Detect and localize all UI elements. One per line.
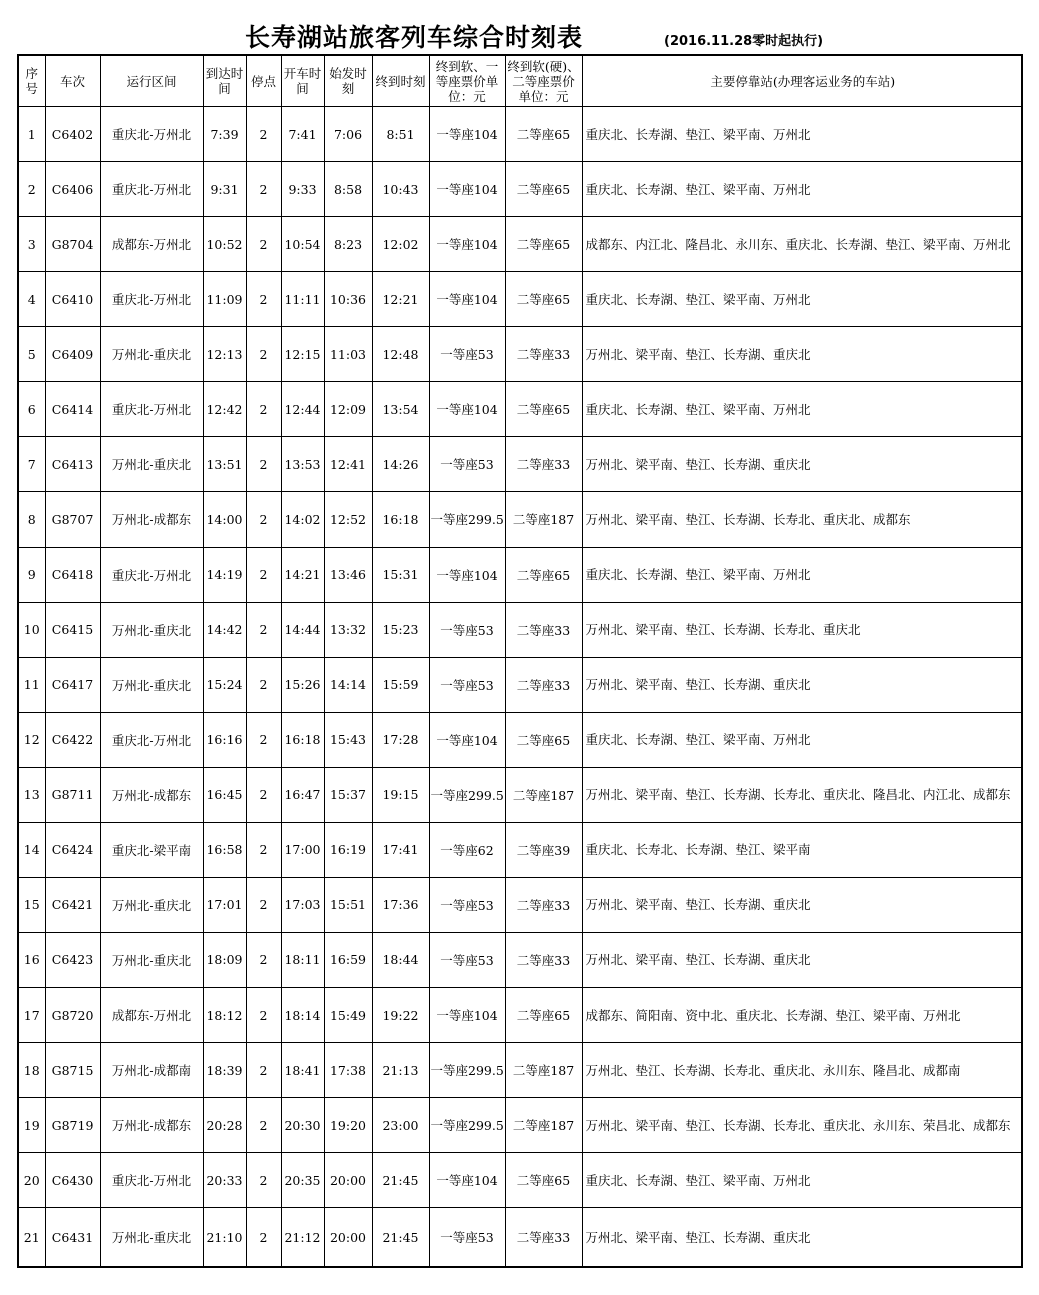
origin-time: 16:59	[324, 932, 372, 987]
route: 万州北-成都东	[100, 1098, 203, 1153]
train-number: C6410	[45, 272, 100, 327]
timetable	[17, 54, 1023, 1268]
route: 重庆北-万州北	[100, 382, 203, 437]
first-class-fare: 一等座104	[429, 1153, 505, 1208]
stations: 重庆北、长寿湖、垫江、梁平南、万州北	[582, 107, 1022, 162]
second-class-fare: 二等座65	[505, 1153, 582, 1208]
stations: 万州北、梁平南、垫江、长寿湖、重庆北	[582, 437, 1022, 492]
first-class-fare: 一等座53	[429, 932, 505, 987]
stop-minutes: 2	[246, 1098, 281, 1153]
depart-time: 16:47	[281, 767, 324, 822]
arrive-time: 16:58	[203, 822, 246, 877]
arrive-time: 11:09	[203, 272, 246, 327]
route: 万州北-重庆北	[100, 437, 203, 492]
origin-time: 13:46	[324, 547, 372, 602]
route: 重庆北-万州北	[100, 547, 203, 602]
arrive-time: 18:39	[203, 1043, 246, 1098]
depart-time: 12:44	[281, 382, 324, 437]
terminal-time: 14:26	[372, 437, 429, 492]
stations: 重庆北、长寿湖、垫江、梁平南、万州北	[582, 547, 1022, 602]
route: 万州北-重庆北	[100, 1208, 203, 1267]
train-number: C6422	[45, 712, 100, 767]
route: 万州北-重庆北	[100, 657, 203, 712]
train-number: C6424	[45, 822, 100, 877]
stations: 重庆北、长寿湖、垫江、梁平南、万州北	[582, 712, 1022, 767]
depart-time: 10:54	[281, 217, 324, 272]
stations: 万州北、梁平南、垫江、长寿湖、长寿北、重庆北、隆昌北、内江北、成都东	[582, 767, 1022, 822]
row-index: 15	[18, 877, 45, 932]
depart-time: 17:03	[281, 877, 324, 932]
origin-time: 15:49	[324, 988, 372, 1043]
table-row	[18, 822, 1022, 877]
origin-time: 19:20	[324, 1098, 372, 1153]
stop-minutes: 2	[246, 492, 281, 547]
arrive-time: 14:00	[203, 492, 246, 547]
first-class-fare: 一等座53	[429, 327, 505, 382]
origin-time: 14:14	[324, 657, 372, 712]
train-number: G8707	[45, 492, 100, 547]
depart-time: 14:21	[281, 547, 324, 602]
arrive-time: 13:51	[203, 437, 246, 492]
terminal-time: 15:23	[372, 602, 429, 657]
row-index: 16	[18, 932, 45, 987]
stations: 重庆北、长寿北、长寿湖、垫江、梁平南	[582, 822, 1022, 877]
stop-minutes: 2	[246, 657, 281, 712]
second-class-fare: 二等座187	[505, 767, 582, 822]
stop-minutes: 2	[246, 988, 281, 1043]
origin-time: 13:32	[324, 602, 372, 657]
stations: 万州北、梁平南、垫江、长寿湖、重庆北	[582, 1208, 1022, 1267]
terminal-time: 12:02	[372, 217, 429, 272]
first-class-fare: 一等座299.5	[429, 1043, 505, 1098]
route: 重庆北-万州北	[100, 272, 203, 327]
table-row	[18, 437, 1022, 492]
arrive-time: 12:13	[203, 327, 246, 382]
terminal-time: 21:13	[372, 1043, 429, 1098]
title-bar	[0, 18, 1039, 54]
terminal-time: 21:45	[372, 1153, 429, 1208]
stop-minutes: 2	[246, 547, 281, 602]
row-index: 14	[18, 822, 45, 877]
route: 万州北-成都东	[100, 492, 203, 547]
row-index: 3	[18, 217, 45, 272]
route: 重庆北-万州北	[100, 1153, 203, 1208]
second-class-fare: 二等座33	[505, 1208, 582, 1267]
row-index: 18	[18, 1043, 45, 1098]
table-row	[18, 107, 1022, 162]
table-row	[18, 767, 1022, 822]
route: 万州北-重庆北	[100, 877, 203, 932]
row-index: 2	[18, 162, 45, 217]
stop-minutes: 2	[246, 1043, 281, 1098]
second-class-fare: 二等座33	[505, 602, 582, 657]
train-number: G8704	[45, 217, 100, 272]
header-stations: 主要停靠站(办理客运业务的车站)	[582, 55, 1022, 107]
train-number: C6409	[45, 327, 100, 382]
stop-minutes: 2	[246, 712, 281, 767]
depart-time: 21:12	[281, 1208, 324, 1267]
train-number: C6406	[45, 162, 100, 217]
depart-time: 20:35	[281, 1153, 324, 1208]
stations: 重庆北、长寿湖、垫江、梁平南、万州北	[582, 162, 1022, 217]
arrive-time: 16:16	[203, 712, 246, 767]
depart-time: 9:33	[281, 162, 324, 217]
table-row	[18, 988, 1022, 1043]
route: 万州北-重庆北	[100, 602, 203, 657]
terminal-time: 18:44	[372, 932, 429, 987]
depart-time: 13:53	[281, 437, 324, 492]
train-number: G8719	[45, 1098, 100, 1153]
first-class-fare: 一等座104	[429, 107, 505, 162]
second-class-fare: 二等座187	[505, 1098, 582, 1153]
header-stop: 停点	[246, 55, 281, 107]
arrive-time: 17:01	[203, 877, 246, 932]
first-class-fare: 一等座299.5	[429, 767, 505, 822]
depart-time: 20:30	[281, 1098, 324, 1153]
row-index: 12	[18, 712, 45, 767]
first-class-fare: 一等座299.5	[429, 1098, 505, 1153]
table-row	[18, 657, 1022, 712]
stations: 万州北、梁平南、垫江、长寿湖、重庆北	[582, 657, 1022, 712]
first-class-fare: 一等座53	[429, 1208, 505, 1267]
terminal-time: 16:18	[372, 492, 429, 547]
terminal-time: 15:31	[372, 547, 429, 602]
stations: 成都东、简阳南、资中北、重庆北、长寿湖、垫江、梁平南、万州北	[582, 988, 1022, 1043]
terminal-time: 8:51	[372, 107, 429, 162]
origin-time: 12:52	[324, 492, 372, 547]
route: 万州北-成都东	[100, 767, 203, 822]
second-class-fare: 二等座65	[505, 547, 582, 602]
row-index: 21	[18, 1208, 45, 1267]
origin-time: 8:23	[324, 217, 372, 272]
first-class-fare: 一等座53	[429, 602, 505, 657]
arrive-time: 7:39	[203, 107, 246, 162]
second-class-fare: 二等座39	[505, 822, 582, 877]
terminal-time: 17:41	[372, 822, 429, 877]
route: 万州北-重庆北	[100, 327, 203, 382]
train-number: C6423	[45, 932, 100, 987]
origin-time: 8:58	[324, 162, 372, 217]
arrive-time: 16:45	[203, 767, 246, 822]
terminal-time: 15:59	[372, 657, 429, 712]
stop-minutes: 2	[246, 932, 281, 987]
arrive-time: 15:24	[203, 657, 246, 712]
first-class-fare: 一等座104	[429, 272, 505, 327]
train-number: C6421	[45, 877, 100, 932]
table-row	[18, 162, 1022, 217]
stop-minutes: 2	[246, 602, 281, 657]
terminal-time: 17:28	[372, 712, 429, 767]
header-origin-time: 始发时刻	[324, 55, 372, 107]
train-number: C6413	[45, 437, 100, 492]
train-number: G8711	[45, 767, 100, 822]
second-class-fare: 二等座65	[505, 712, 582, 767]
depart-time: 18:14	[281, 988, 324, 1043]
table-row	[18, 602, 1022, 657]
stations: 万州北、梁平南、垫江、长寿湖、长寿北、重庆北、成都东	[582, 492, 1022, 547]
second-class-fare: 二等座65	[505, 382, 582, 437]
arrive-time: 21:10	[203, 1208, 246, 1267]
origin-time: 12:09	[324, 382, 372, 437]
terminal-time: 10:43	[372, 162, 429, 217]
stations: 万州北、梁平南、垫江、长寿湖、重庆北	[582, 327, 1022, 382]
effective-date: (2016.11.28零时起执行)	[664, 34, 824, 49]
stations: 万州北、梁平南、垫江、长寿湖、重庆北	[582, 877, 1022, 932]
route: 万州北-重庆北	[100, 932, 203, 987]
origin-time: 11:03	[324, 327, 372, 382]
header-index: 序号	[18, 55, 45, 107]
second-class-fare: 二等座65	[505, 217, 582, 272]
stations: 重庆北、长寿湖、垫江、梁平南、万州北	[582, 272, 1022, 327]
depart-time: 14:02	[281, 492, 324, 547]
stations: 万州北、梁平南、垫江、长寿湖、重庆北	[582, 932, 1022, 987]
second-class-fare: 二等座65	[505, 988, 582, 1043]
second-class-fare: 二等座33	[505, 877, 582, 932]
route: 成都东-万州北	[100, 988, 203, 1043]
first-class-fare: 一等座53	[429, 657, 505, 712]
depart-time: 18:11	[281, 932, 324, 987]
table-row	[18, 1153, 1022, 1208]
table-row	[18, 382, 1022, 437]
second-class-fare: 二等座65	[505, 107, 582, 162]
depart-time: 18:41	[281, 1043, 324, 1098]
first-class-fare: 一等座104	[429, 712, 505, 767]
row-index: 11	[18, 657, 45, 712]
row-index: 4	[18, 272, 45, 327]
row-index: 10	[18, 602, 45, 657]
stations: 万州北、梁平南、垫江、长寿湖、长寿北、重庆北、永川东、荣昌北、成都东	[582, 1098, 1022, 1153]
origin-time: 16:19	[324, 822, 372, 877]
second-class-fare: 二等座33	[505, 657, 582, 712]
origin-time: 10:36	[324, 272, 372, 327]
stop-minutes: 2	[246, 162, 281, 217]
stations: 成都东、内江北、隆昌北、永川东、重庆北、长寿湖、垫江、梁平南、万州北	[582, 217, 1022, 272]
stop-minutes: 2	[246, 327, 281, 382]
arrive-time: 20:33	[203, 1153, 246, 1208]
origin-time: 15:51	[324, 877, 372, 932]
depart-time: 16:18	[281, 712, 324, 767]
table-row	[18, 1043, 1022, 1098]
train-number: C6418	[45, 547, 100, 602]
terminal-time: 13:54	[372, 382, 429, 437]
table-row	[18, 877, 1022, 932]
table-row	[18, 327, 1022, 382]
origin-time: 20:00	[324, 1208, 372, 1267]
header-train: 车次	[45, 55, 100, 107]
terminal-time: 19:22	[372, 988, 429, 1043]
table-row	[18, 547, 1022, 602]
header-row	[18, 55, 1022, 107]
train-number: G8715	[45, 1043, 100, 1098]
table-row	[18, 1098, 1022, 1153]
terminal-time: 17:36	[372, 877, 429, 932]
terminal-time: 12:48	[372, 327, 429, 382]
route: 重庆北-梁平南	[100, 822, 203, 877]
origin-time: 15:37	[324, 767, 372, 822]
first-class-fare: 一等座104	[429, 547, 505, 602]
first-class-fare: 一等座104	[429, 162, 505, 217]
train-number: C6417	[45, 657, 100, 712]
route: 重庆北-万州北	[100, 712, 203, 767]
header-arrive: 到达时间	[203, 55, 246, 107]
depart-time: 17:00	[281, 822, 324, 877]
terminal-time: 12:21	[372, 272, 429, 327]
row-index: 9	[18, 547, 45, 602]
train-number: C6414	[45, 382, 100, 437]
stop-minutes: 2	[246, 1208, 281, 1267]
stations: 重庆北、长寿湖、垫江、梁平南、万州北	[582, 1153, 1022, 1208]
second-class-fare: 二等座65	[505, 162, 582, 217]
arrive-time: 14:42	[203, 602, 246, 657]
table-row	[18, 217, 1022, 272]
stop-minutes: 2	[246, 767, 281, 822]
origin-time: 7:06	[324, 107, 372, 162]
first-class-fare: 一等座104	[429, 382, 505, 437]
terminal-time: 19:15	[372, 767, 429, 822]
first-class-fare: 一等座62	[429, 822, 505, 877]
depart-time: 14:44	[281, 602, 324, 657]
arrive-time: 10:52	[203, 217, 246, 272]
stop-minutes: 2	[246, 382, 281, 437]
arrive-time: 20:28	[203, 1098, 246, 1153]
table-row	[18, 932, 1022, 987]
origin-time: 20:00	[324, 1153, 372, 1208]
stop-minutes: 2	[246, 272, 281, 327]
row-index: 13	[18, 767, 45, 822]
train-number: C6415	[45, 602, 100, 657]
stop-minutes: 2	[246, 1153, 281, 1208]
header-route: 运行区间	[100, 55, 203, 107]
header-first-class-fare: 终到软、一等座票价单位：元	[429, 55, 505, 107]
row-index: 1	[18, 107, 45, 162]
first-class-fare: 一等座104	[429, 988, 505, 1043]
second-class-fare: 二等座33	[505, 327, 582, 382]
header-depart: 开车时间	[281, 55, 324, 107]
depart-time: 15:26	[281, 657, 324, 712]
first-class-fare: 一等座299.5	[429, 492, 505, 547]
table-row	[18, 1208, 1022, 1267]
row-index: 8	[18, 492, 45, 547]
arrive-time: 12:42	[203, 382, 246, 437]
route: 万州北-成都南	[100, 1043, 203, 1098]
origin-time: 15:43	[324, 712, 372, 767]
row-index: 19	[18, 1098, 45, 1153]
second-class-fare: 二等座65	[505, 272, 582, 327]
arrive-time: 9:31	[203, 162, 246, 217]
first-class-fare: 一等座53	[429, 437, 505, 492]
row-index: 7	[18, 437, 45, 492]
train-number: C6430	[45, 1153, 100, 1208]
terminal-time: 21:45	[372, 1208, 429, 1267]
first-class-fare: 一等座53	[429, 877, 505, 932]
stations: 重庆北、长寿湖、垫江、梁平南、万州北	[582, 382, 1022, 437]
stop-minutes: 2	[246, 217, 281, 272]
row-index: 5	[18, 327, 45, 382]
arrive-time: 18:09	[203, 932, 246, 987]
table-row	[18, 272, 1022, 327]
row-index: 20	[18, 1153, 45, 1208]
depart-time: 7:41	[281, 107, 324, 162]
depart-time: 11:11	[281, 272, 324, 327]
route: 重庆北-万州北	[100, 162, 203, 217]
header-second-class-fare: 终到软(硬)、二等座票价单位：元	[505, 55, 582, 107]
second-class-fare: 二等座187	[505, 1043, 582, 1098]
second-class-fare: 二等座187	[505, 492, 582, 547]
row-index: 17	[18, 988, 45, 1043]
stop-minutes: 2	[246, 437, 281, 492]
second-class-fare: 二等座33	[505, 437, 582, 492]
terminal-time: 23:00	[372, 1098, 429, 1153]
stop-minutes: 2	[246, 107, 281, 162]
table-row	[18, 492, 1022, 547]
depart-time: 12:15	[281, 327, 324, 382]
origin-time: 17:38	[324, 1043, 372, 1098]
arrive-time: 18:12	[203, 988, 246, 1043]
train-number: G8720	[45, 988, 100, 1043]
table-row	[18, 712, 1022, 767]
first-class-fare: 一等座104	[429, 217, 505, 272]
stations: 万州北、梁平南、垫江、长寿湖、长寿北、重庆北	[582, 602, 1022, 657]
route: 重庆北-万州北	[100, 107, 203, 162]
page-title: 长寿湖站旅客列车综合时刻表	[245, 23, 584, 52]
header-terminal-time: 终到时刻	[372, 55, 429, 107]
row-index: 6	[18, 382, 45, 437]
origin-time: 12:41	[324, 437, 372, 492]
stop-minutes: 2	[246, 877, 281, 932]
arrive-time: 14:19	[203, 547, 246, 602]
train-number: C6431	[45, 1208, 100, 1267]
stop-minutes: 2	[246, 822, 281, 877]
second-class-fare: 二等座33	[505, 932, 582, 987]
train-number: C6402	[45, 107, 100, 162]
route: 成都东-万州北	[100, 217, 203, 272]
stations: 万州北、垫江、长寿湖、长寿北、重庆北、永川东、隆昌北、成都南	[582, 1043, 1022, 1098]
